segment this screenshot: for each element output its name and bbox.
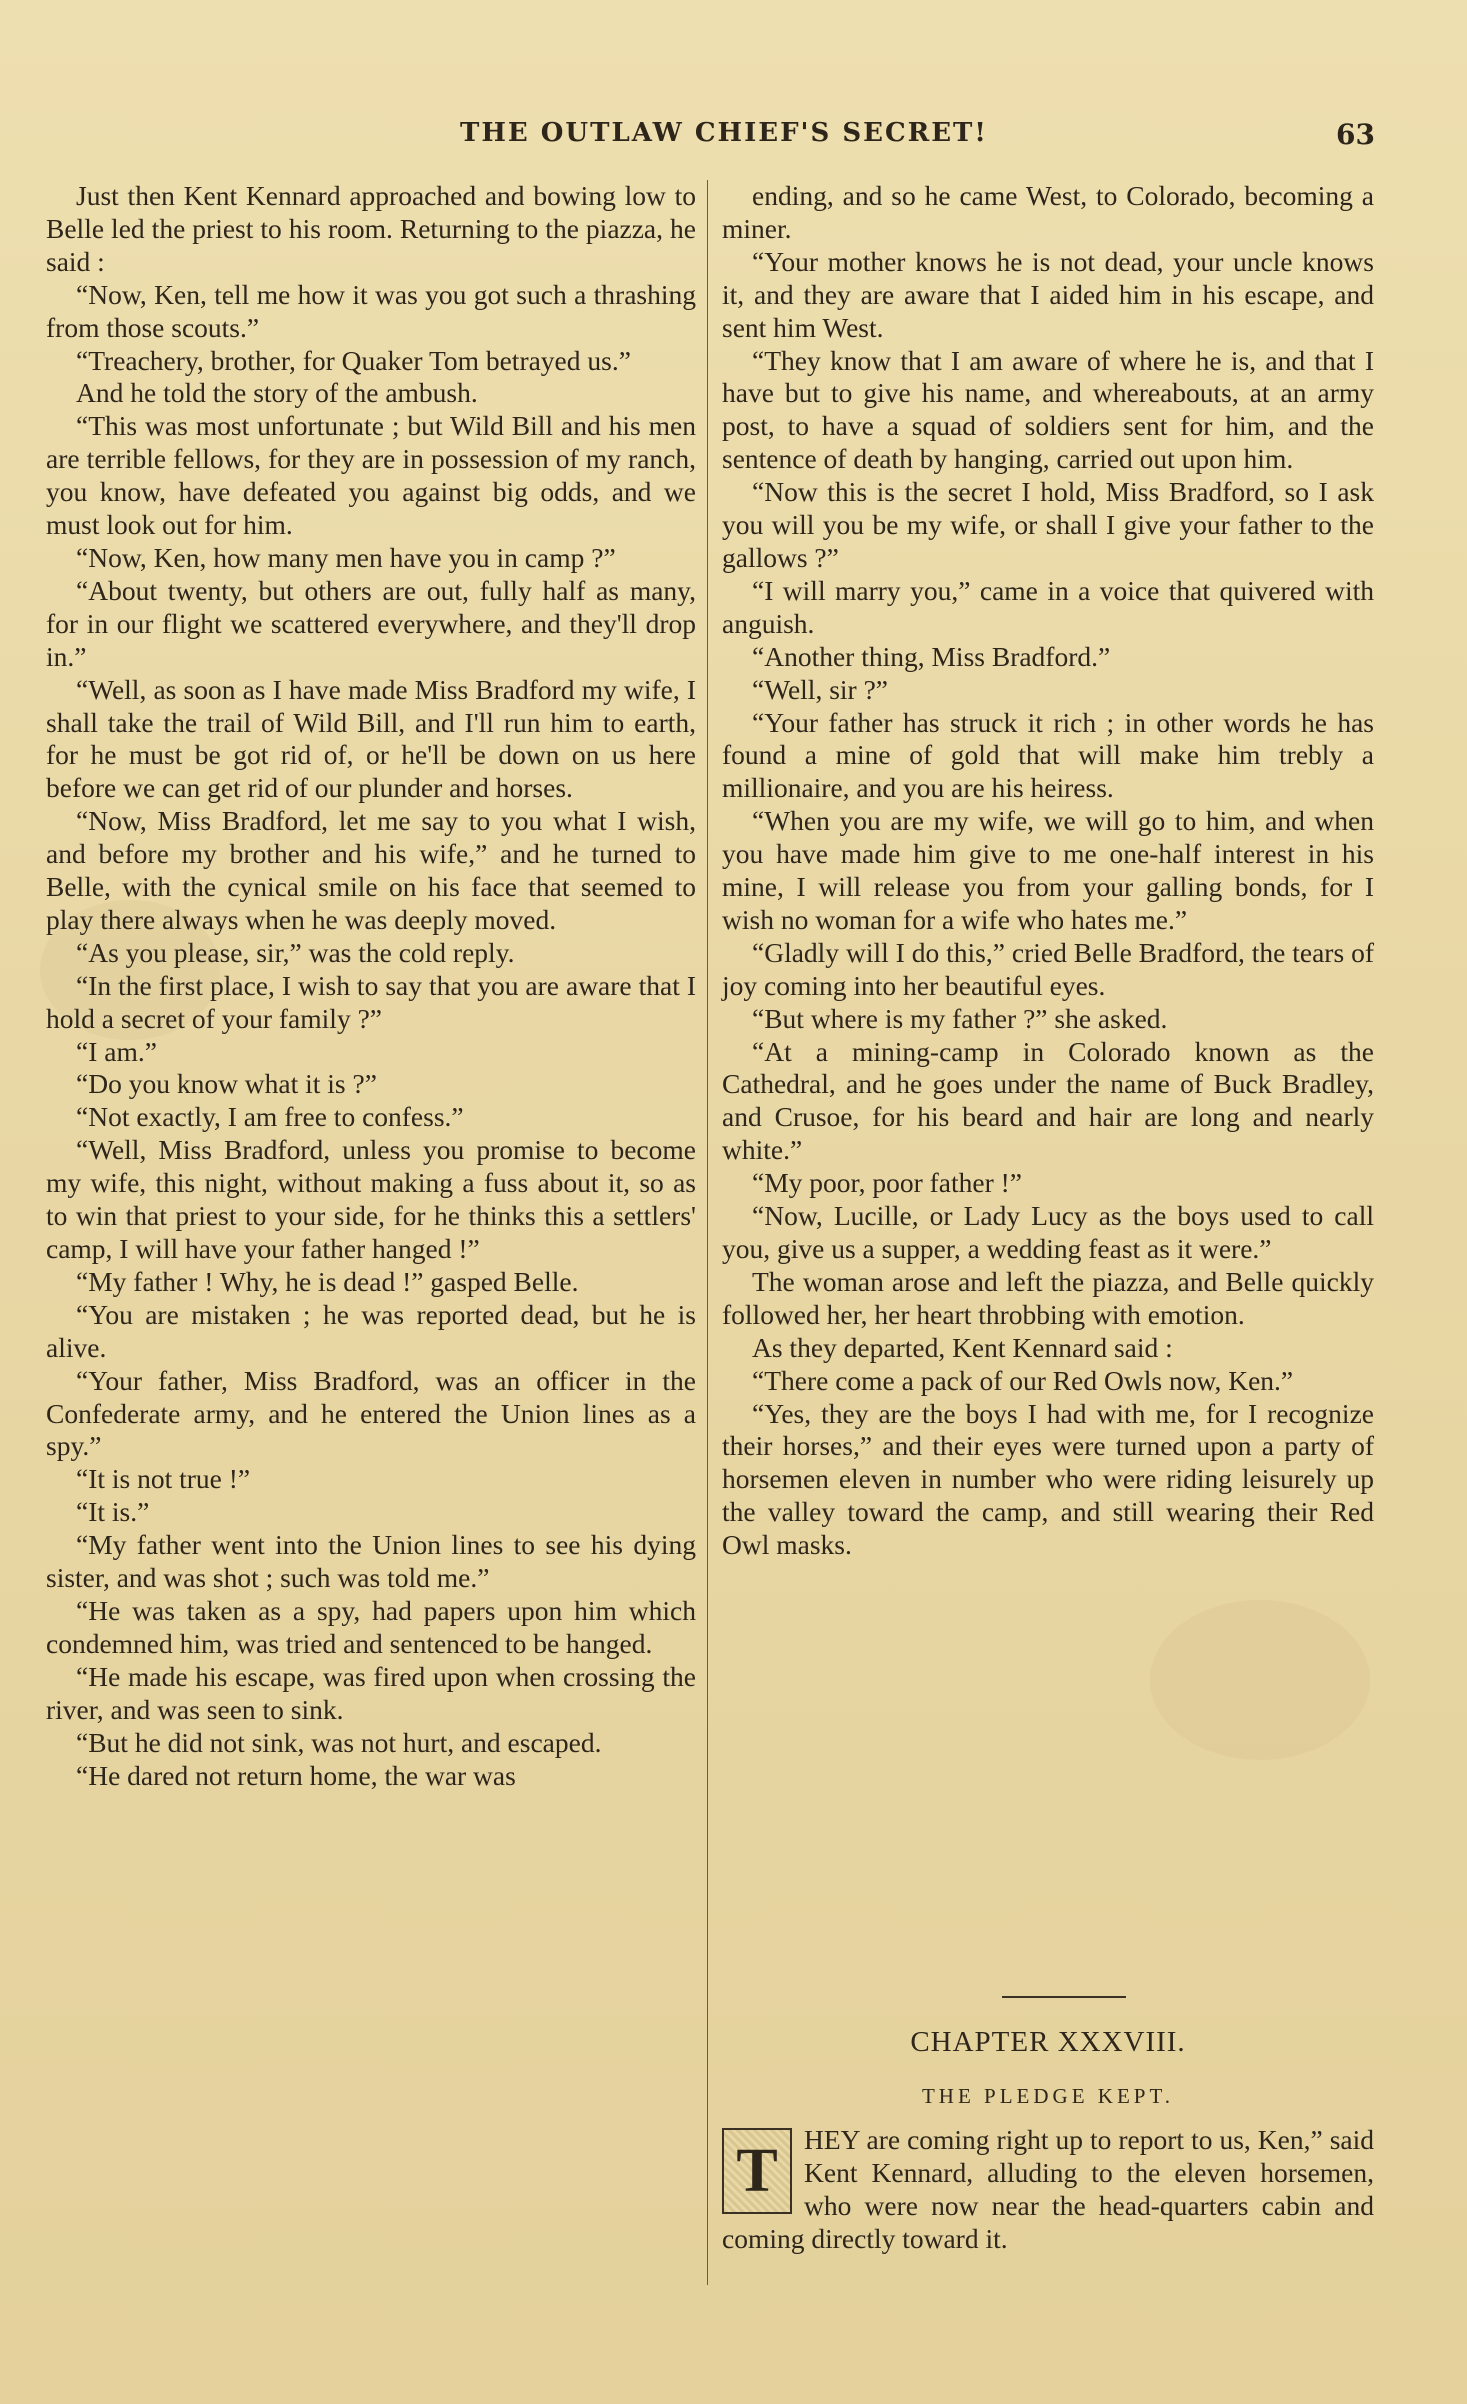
- paragraph: “My poor, poor father !”: [752, 1167, 1022, 1199]
- drop-cap-letter: T: [722, 2128, 792, 2214]
- paragraph: “Do you know what it is ?”: [76, 1068, 377, 1100]
- paragraph: “Now, Ken, how many men have you in camp ?”: [76, 541, 616, 573]
- paragraph: “There come a pack of our Red Owls now, Ken.”: [752, 1364, 1294, 1396]
- chapter-opening-text: HEY are coming right up to report to us, Ken,” said Kent Kennard, alluding to the eleven horsemen, who were now near the head-quarters cabin and coming directly toward it.: [722, 2124, 1374, 2254]
- paragraph: Just then Kent Kennard approached and bowing low to Belle led the priest to his room. Returning to the piazza, he said :: [46, 180, 696, 277]
- running-title: THE OUTLAW CHIEF'S SECRET!: [460, 118, 988, 148]
- paragraph: “I will marry you,” came in a voice that quivered with anguish.: [722, 574, 1374, 639]
- paragraph: “He dared not return home, the war was: [76, 1759, 516, 1791]
- paragraph: “I am.”: [76, 1035, 157, 1067]
- paragraph: “As you please, sir,” was the cold reply.: [76, 936, 515, 968]
- paragraph: “Well, Miss Bradford, unless you promise to become my wife, this night, without making a fuss about it, so as to win that priest to your side, for he thinks this a settlers' camp, I will have your father hanged !”: [46, 1134, 696, 1264]
- paragraph: “In the first place, I wish to say that you are aware that I hold a secret of your family ?”: [46, 969, 696, 1034]
- paragraph: “It is not true !”: [76, 1463, 251, 1495]
- paragraph: “He was taken as a spy, had papers upon him which condemned him, was tried and sentenced to be hanged.: [46, 1594, 696, 1659]
- paragraph: “Your father has struck it rich ; in other words he has found a mine of gold that will make him trebly a millionaire, and you are his heiress.: [722, 706, 1374, 804]
- paragraph: “About twenty, but others are out, fully half as many, for in our flight we scattered everywhere, and they'll drop in.”: [46, 574, 696, 672]
- paragraph: “Now, Miss Bradford, let me say to you what I wish, and before my brother and his wife,” and he turned to Belle, with the cynical smile on his face that seemed to play there always when he was deeply moved.: [46, 805, 696, 935]
- chapter-opening-paragraph: [722, 2124, 1374, 2256]
- paragraph: “Not exactly, I am free to confess.”: [76, 1101, 464, 1133]
- running-header: [0, 118, 1467, 158]
- paragraph: “This was most unfortunate ; but Wild Bill and his men are terrible fellows, for they are in possession of my ranch, you know, have defeated you against big odds, and we must look out for him.: [46, 410, 696, 541]
- paper-stain: [1150, 1600, 1370, 1760]
- paragraph: The woman arose and left the piazza, and Belle quickly followed her, her heart throbbing with emotion.: [722, 1265, 1374, 1330]
- paragraph: “But he did not sink, was not hurt, and escaped.: [76, 1726, 602, 1758]
- chapter-separator-rule: [1002, 1996, 1126, 1998]
- paragraph: “Well, sir ?”: [752, 673, 888, 705]
- column-divider: [707, 180, 708, 2285]
- paragraph: “Your father, Miss Bradford, was an officer in the Confederate army, and he entered the Union lines as a spy.”: [46, 1364, 696, 1462]
- paragraph: ending, and so he came West, to Colorado, becoming a miner.: [722, 180, 1374, 244]
- paragraph: “He made his escape, was fired upon when crossing the river, and was seen to sink.: [46, 1660, 696, 1725]
- paragraph: “Now, Ken, tell me how it was you got such a thrashing from those scouts.”: [46, 278, 696, 343]
- paragraph: “Your mother knows he is not dead, your uncle knows it, and they are aware that I aided him in his escape, and sent him West.: [722, 245, 1374, 343]
- paragraph: “Now this is the secret I hold, Miss Bradford, so I ask you will you be my wife, or shall I give your father to the gallows ?”: [722, 476, 1374, 573]
- left-column: [46, 180, 696, 1792]
- paragraph: “You are mistaken ; he was reported dead, but he is alive.: [46, 1298, 696, 1363]
- paragraph: “When you are my wife, we will go to him, and when you have made him give to me one-half interest in his mine, I will release you from your galling bonds, for I wish no woman for a wife who hates me.”: [722, 805, 1374, 935]
- paragraph: As they departed, Kent Kennard said :: [752, 1331, 1173, 1363]
- paragraph: “My father went into the Union lines to see his dying sister, and was shot ; such was told me.”: [46, 1529, 696, 1594]
- chapter-heading: CHAPTER XXXVIII.: [910, 2026, 1186, 2058]
- paragraph: “Gladly will I do this,” cried Belle Bradford, the tears of joy coming into her beautiful eyes.: [722, 936, 1374, 1001]
- paragraph: “It is.”: [76, 1496, 150, 1528]
- paragraph: “But where is my father ?” she asked.: [752, 1002, 1168, 1034]
- paragraph: “At a mining-camp in Colorado known as the Cathedral, and he goes under the name of Buck Bradley, and Crusoe, for his beard and hair are long and nearly white.”: [722, 1035, 1374, 1166]
- paragraph: And he told the story of the ambush.: [76, 377, 478, 409]
- paragraph: “My father ! Why, he is dead !” gasped Belle.: [76, 1265, 579, 1297]
- paragraph: “Another thing, Miss Bradford.”: [752, 640, 1111, 672]
- right-column: [722, 180, 1374, 1562]
- paragraph: “Well, as soon as I have made Miss Bradford my wife, I shall take the trail of Wild Bill, and I'll run him to earth, for he must be got rid of, or he'll be down on us here before we can get rid of our plunder and horses.: [46, 673, 696, 804]
- paragraph: “Now, Lucille, or Lady Lucy as the boys used to call you, give us a supper, a wedding feast as it were.”: [722, 1200, 1374, 1264]
- paragraph: “They know that I am aware of where he is, and that I have but to give his name, and whereabouts, at an army post, to have a squad of soldiers sent for him, and the sentence of death by hanging, carried out upon him.: [722, 344, 1374, 475]
- page-number: 63: [1336, 118, 1375, 151]
- paragraph: “Treachery, brother, for Quaker Tom betrayed us.”: [76, 344, 631, 376]
- chapter-subtitle: THE PLEDGE KEPT.: [921, 2084, 1174, 2108]
- paragraph: “Yes, they are the boys I had with me, for I recognize their horses,” and their eyes were turned upon a party of horsemen eleven in number who were riding leisurely up the valley toward the camp, and still wearing their Red Owl masks.: [722, 1397, 1374, 1561]
